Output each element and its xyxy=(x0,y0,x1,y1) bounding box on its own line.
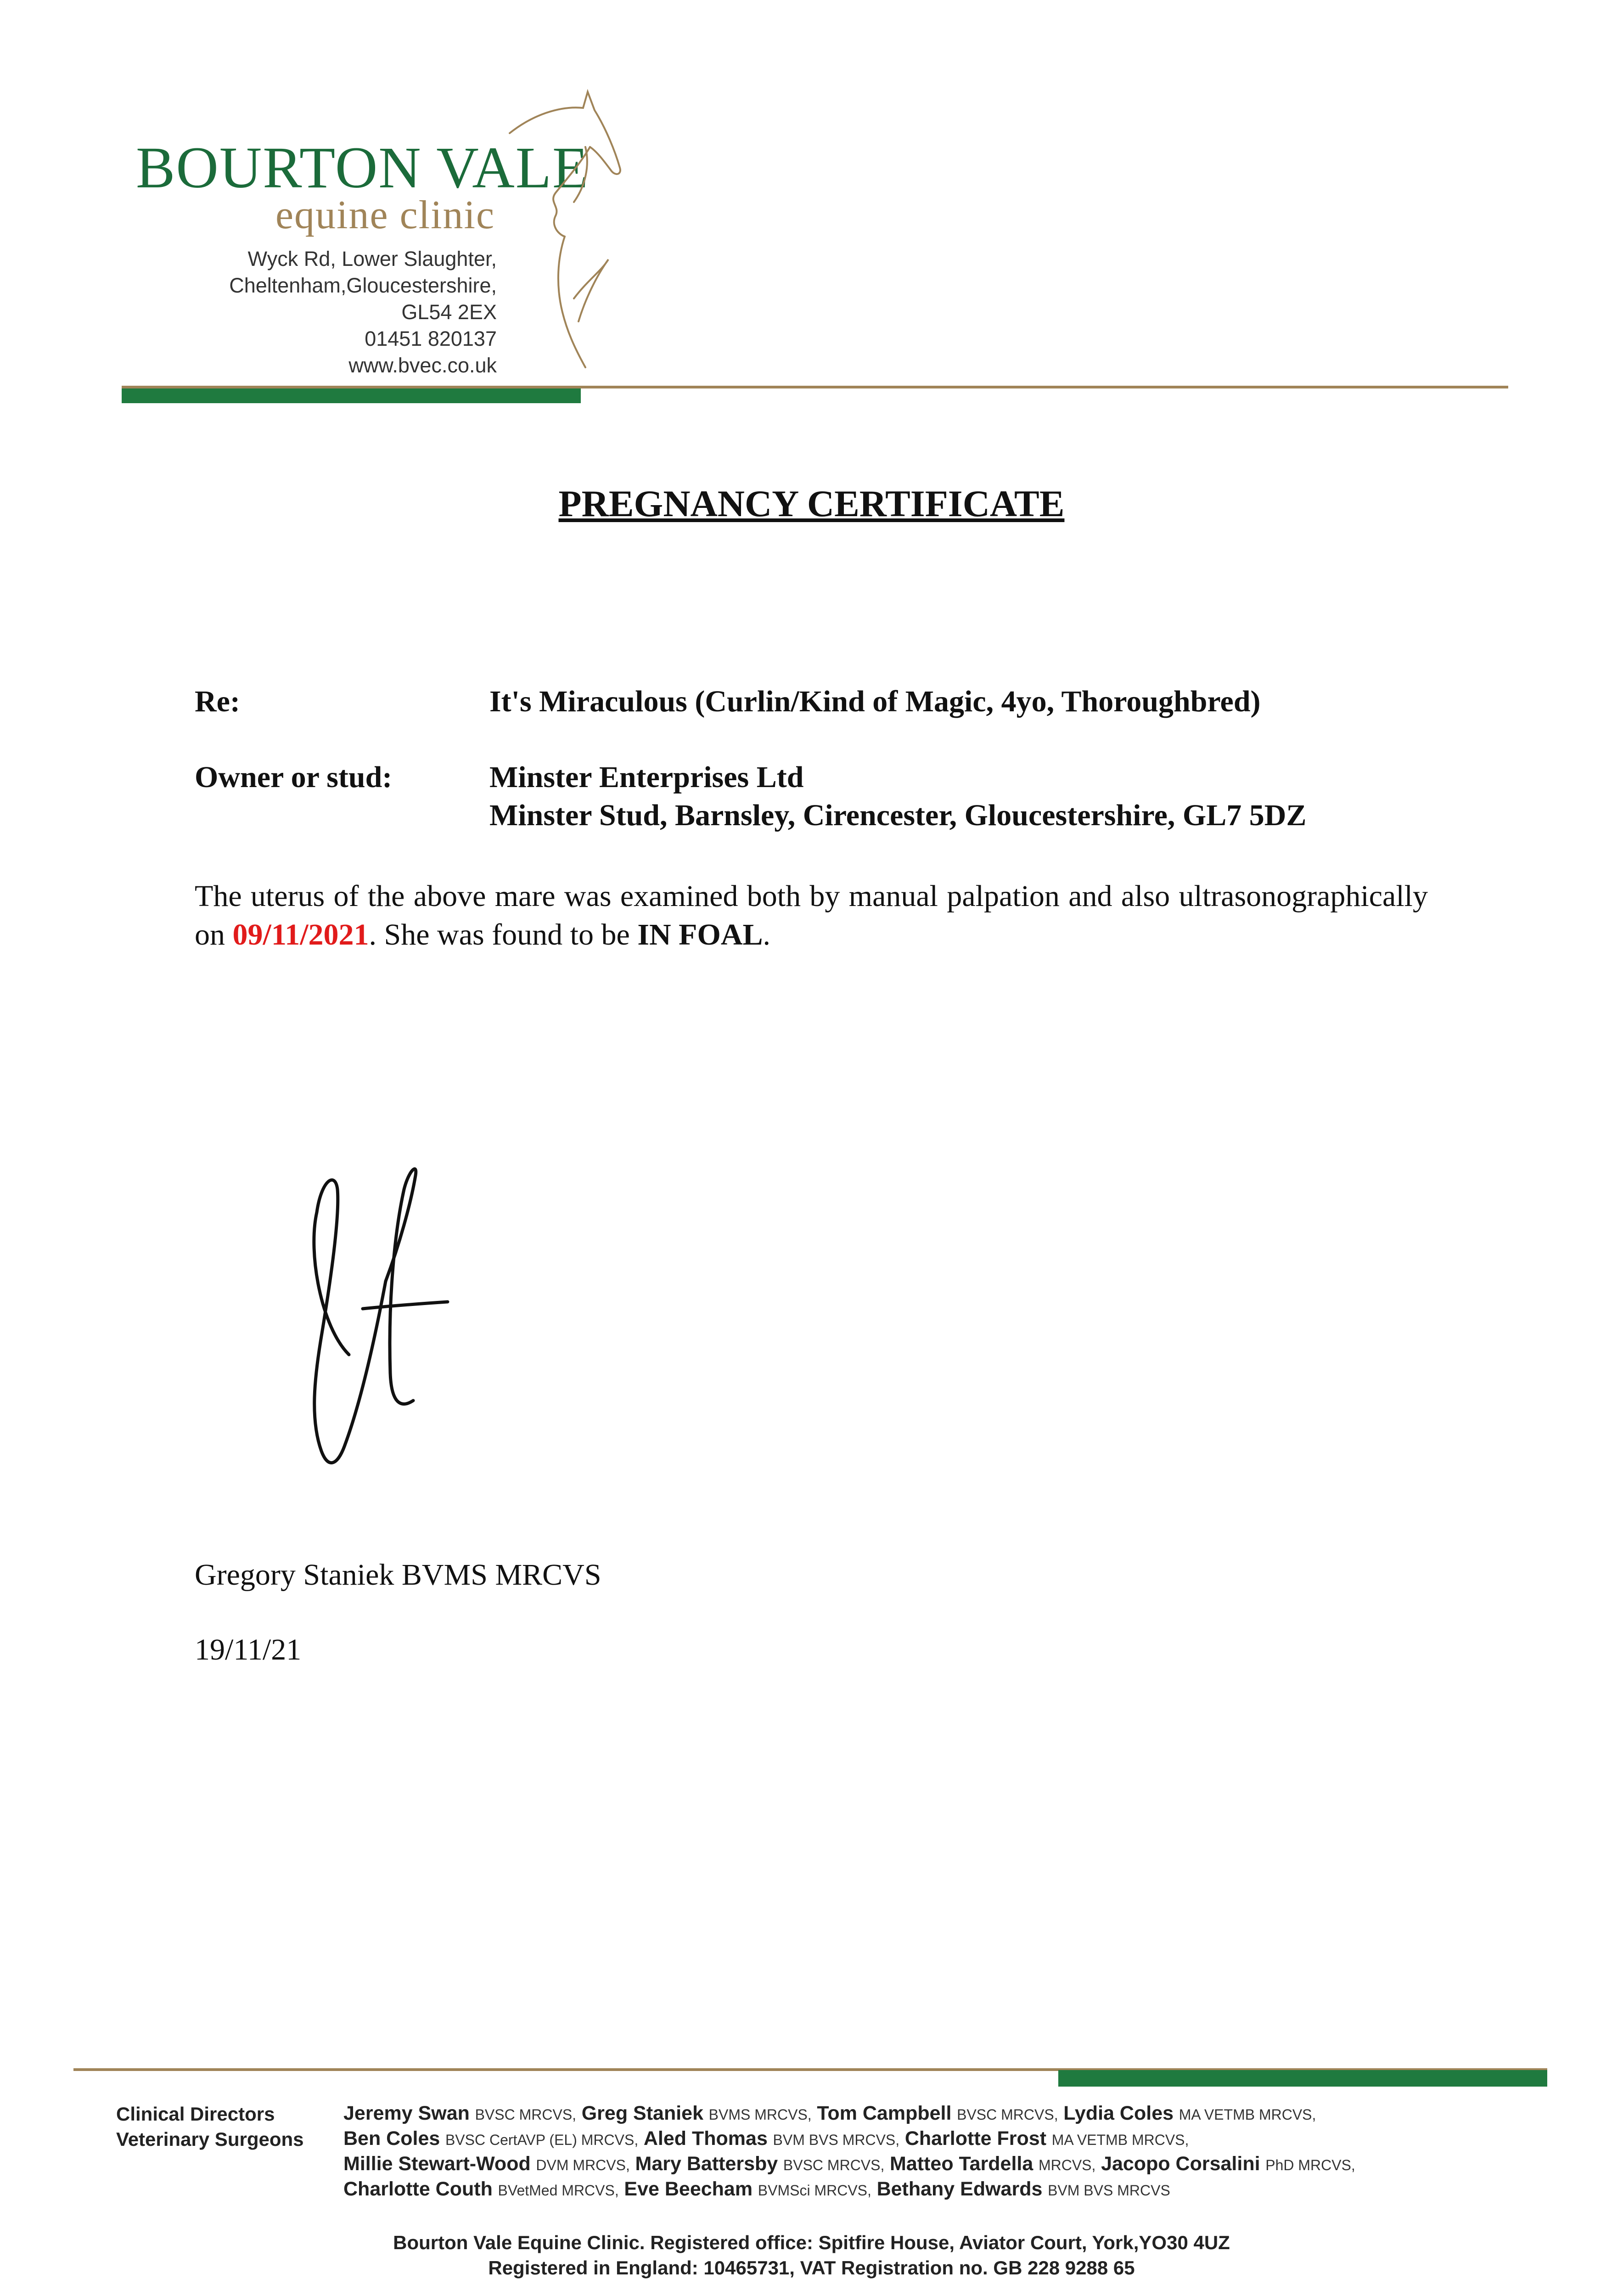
staff-quals: BVSC MRCVS, xyxy=(783,2157,885,2173)
staff-name: Jeremy Swan xyxy=(343,2102,470,2124)
staff-name: Lydia Coles xyxy=(1063,2102,1174,2124)
certificate-title: PREGNANCY CERTIFICATE xyxy=(558,483,1065,524)
staff-name: Tom Campbell xyxy=(817,2102,952,2124)
statement-text: . She was found to be xyxy=(369,918,638,951)
staff-quals: BVM BVS MRCVS xyxy=(1048,2182,1170,2199)
staff-line xyxy=(343,2178,1170,2200)
staff-name: Aled Thomas xyxy=(643,2127,768,2150)
address-line: Cheltenham,Gloucestershire, xyxy=(229,274,497,297)
staff-quals: BVM BVS MRCVS, xyxy=(773,2132,900,2148)
staff-name: Charlotte Frost xyxy=(904,2127,1047,2150)
signature-image xyxy=(294,1162,459,1474)
directors-label: Clinical Directors xyxy=(116,2103,275,2125)
signer-name: Gregory Staniek BVMS MRCVS xyxy=(195,1558,601,1592)
staff-quals: BVSC MRCVS, xyxy=(957,2106,1058,2123)
examination-date: 09/11/2021 xyxy=(232,918,369,951)
staff-quals: DVM MRCVS, xyxy=(536,2157,630,2173)
staff-quals: BVSC CertAVP (EL) MRCVS, xyxy=(445,2132,639,2148)
clinic-name: BOURTON VALE xyxy=(136,135,590,200)
re-label: Re: xyxy=(195,685,240,718)
pregnancy-result: IN FOAL xyxy=(637,918,763,951)
website-link[interactable]: www.bvec.co.uk xyxy=(348,354,497,377)
header-accent-bar xyxy=(122,388,581,403)
staff-quals: MA VETMB MRCVS, xyxy=(1051,2132,1189,2148)
staff-line xyxy=(343,2102,1316,2125)
staff-quals: BVetMed MRCVS, xyxy=(498,2182,619,2199)
staff-quals: MA VETMB MRCVS, xyxy=(1179,2106,1316,2123)
staff-line xyxy=(343,2127,1189,2150)
statement-text: The uterus of the above mare was examined both by manual palpation and also ultrasonographically on xyxy=(195,879,1428,951)
staff-quals: PhD MRCVS, xyxy=(1265,2157,1355,2173)
owner-address: Minster Stud, Barnsley, Cirencester, Gloucestershire, GL7 5DZ xyxy=(489,799,1307,832)
registered-office: Bourton Vale Equine Clinic. Registered office: Spitfire House, Aviator Court, York,YO30 4UZ xyxy=(393,2232,1230,2253)
staff-name: Charlotte Couth xyxy=(343,2178,493,2200)
horse-logo-icon xyxy=(505,83,624,377)
phone-number: 01451 820137 xyxy=(365,327,497,350)
clinic-subtitle: equine clinic xyxy=(275,193,495,237)
staff-name: Mary Battersby xyxy=(635,2153,778,2175)
staff-name: Eve Beecham xyxy=(624,2178,753,2200)
staff-name: Ben Coles xyxy=(343,2127,440,2150)
staff-name: Matteo Tardella xyxy=(890,2153,1033,2175)
mare-details: It's Miraculous (Curlin/Kind of Magic, 4yo, Thoroughbred) xyxy=(489,685,1261,718)
staff-name: Bethany Edwards xyxy=(876,2178,1043,2200)
staff-line xyxy=(343,2153,1355,2175)
address-line: Wyck Rd, Lower Slaughter, xyxy=(247,247,497,270)
staff-name: Millie Stewart-Wood xyxy=(343,2153,531,2175)
owner-name: Minster Enterprises Ltd xyxy=(489,760,804,794)
postcode: GL54 2EX xyxy=(401,300,497,324)
owner-label: Owner or stud: xyxy=(195,760,393,794)
staff-name: Jacopo Corsalini xyxy=(1101,2153,1260,2175)
statement-text: . xyxy=(763,918,770,951)
registration-details: Registered in England: 10465731, VAT Registration no. GB 228 9288 65 xyxy=(488,2257,1135,2279)
signed-date: 19/11/21 xyxy=(195,1633,302,1666)
staff-name: Greg Staniek xyxy=(581,2102,703,2124)
examination-statement xyxy=(195,877,1428,954)
staff-quals: BVMS MRCVS, xyxy=(708,2106,812,2123)
surgeons-label: Veterinary Surgeons xyxy=(116,2128,304,2150)
footer-accent-bar xyxy=(1058,2070,1547,2087)
staff-quals: BVSC MRCVS, xyxy=(475,2106,577,2123)
staff-quals: MRCVS, xyxy=(1038,2157,1096,2173)
staff-quals: BVMSci MRCVS, xyxy=(758,2182,871,2199)
